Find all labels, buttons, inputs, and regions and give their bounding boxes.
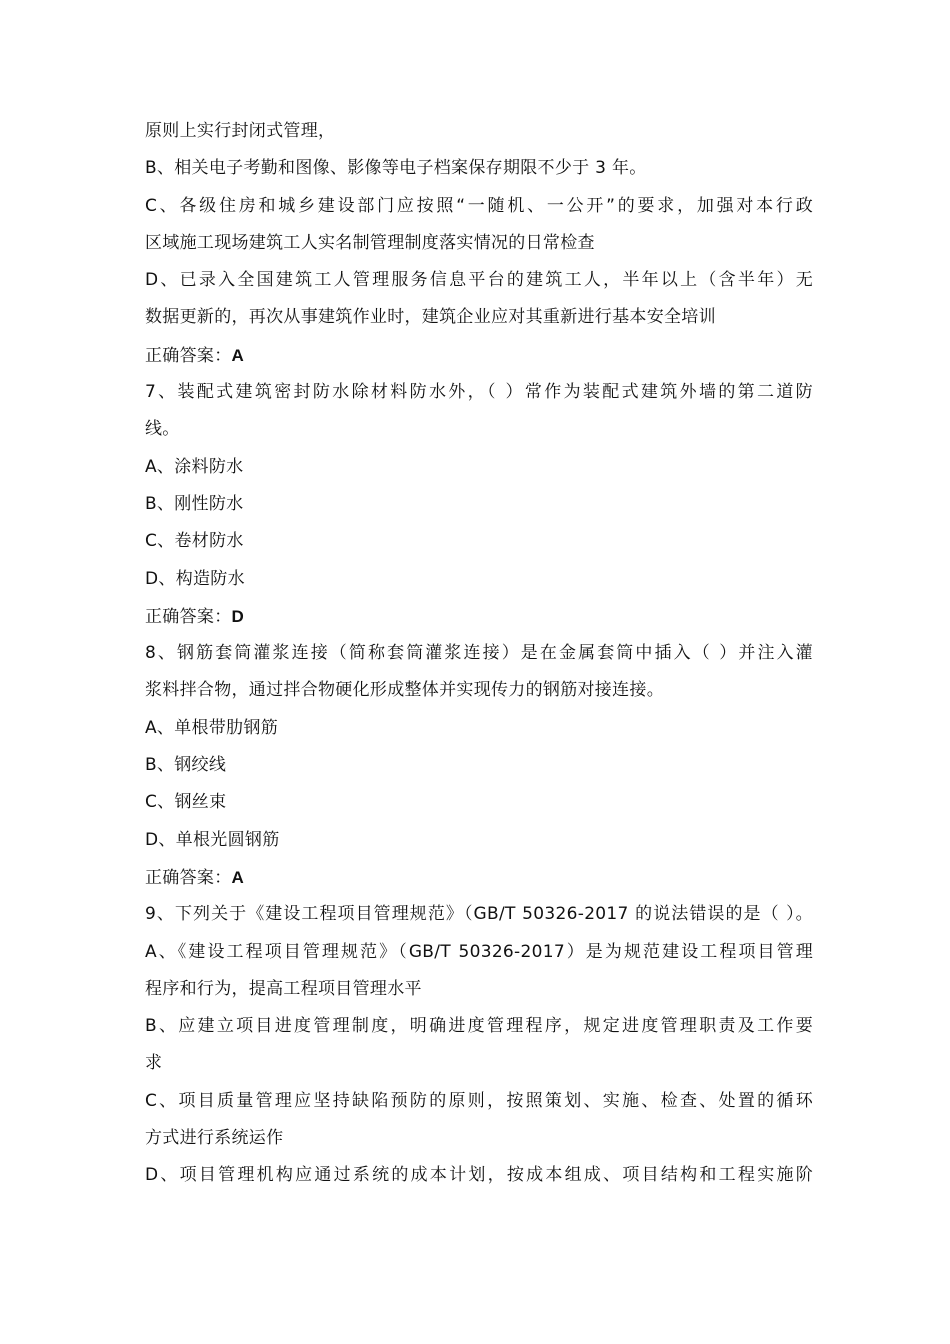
option-c: C、各级住房和城乡建设部门应按照“一随机、一公开”的要求，加强对本行政 — [145, 195, 813, 216]
option-b: B、应建立项目进度管理制度，明确进度管理程序，规定进度管理职责及工作要 — [145, 1016, 813, 1037]
answer-value: D — [231, 606, 245, 626]
option-d: D、已录入全国建筑工人管理服务信息平台的建筑工人，半年以上（含半年）无 — [145, 270, 813, 291]
option-b: B、相关电子考勤和图像、影像等电子档案保存期限不少于 3 年。 — [145, 158, 647, 179]
answer-line — [145, 859, 813, 896]
option-a: A、涂料防水 — [145, 456, 244, 477]
text-line: 程序和行为，提高工程项目管理水平 — [145, 978, 422, 999]
document-page — [145, 113, 813, 1195]
answer-line — [145, 337, 813, 374]
answer-label: 正确答案： — [145, 345, 232, 366]
answer-label: 正确答案： — [145, 606, 232, 627]
text-line: 求 — [145, 1053, 163, 1074]
text-line: 方式进行系统运作 — [145, 1128, 284, 1149]
text-line: 浆料拌合物，通过拌合物硬化形成整体并实现传力的钢筋对接连接。 — [145, 680, 664, 701]
text-line: 数据更新的，再次从事建筑作业时，建筑企业应对其重新进行基本安全培训 — [145, 307, 716, 328]
option-b: B、刚性防水 — [145, 493, 244, 514]
text-line: 区域施工现场建筑工人实名制管理制度落实情况的日常检查 — [145, 232, 595, 253]
option-d: D、构造防水 — [145, 568, 245, 589]
option-a: A、单根带肋钢筋 — [145, 717, 279, 738]
answer-line — [145, 598, 813, 635]
option-b: B、钢绞线 — [145, 755, 227, 776]
answer-label: 正确答案： — [145, 867, 232, 888]
answer-value: A — [231, 345, 245, 365]
option-d: D、项目管理机构应通过系统的成本计划，按成本组成、项目结构和工程实施阶 — [145, 1165, 813, 1186]
text-line: 线。 — [145, 419, 180, 440]
option-d: D、单根光圆钢筋 — [145, 829, 280, 850]
question-7: 7、装配式建筑密封防水除材料防水外，（ ）常作为装配式建筑外墙的第二道防 — [145, 382, 813, 403]
question-9: 9、下列关于《建设工程项目管理规范》（GB/T 50326-2017 的说法错误的是（ ）。 — [145, 904, 813, 925]
question-8: 8、钢筋套筒灌浆连接（简称套筒灌浆连接）是在金属套筒中插入（ ）并注入灌 — [145, 643, 813, 664]
option-c: C、项目质量管理应坚持缺陷预防的原则，按照策划、实施、检查、处置的循环 — [145, 1090, 813, 1111]
option-a: A、《建设工程项目管理规范》（GB/T 50326-2017）是为规范建设工程项目管理 — [145, 941, 813, 962]
text-line: 原则上实行封闭式管理， — [145, 121, 336, 141]
answer-value: A — [231, 867, 245, 887]
option-c: C、钢丝束 — [145, 792, 227, 813]
option-c: C、卷材防水 — [145, 531, 244, 552]
